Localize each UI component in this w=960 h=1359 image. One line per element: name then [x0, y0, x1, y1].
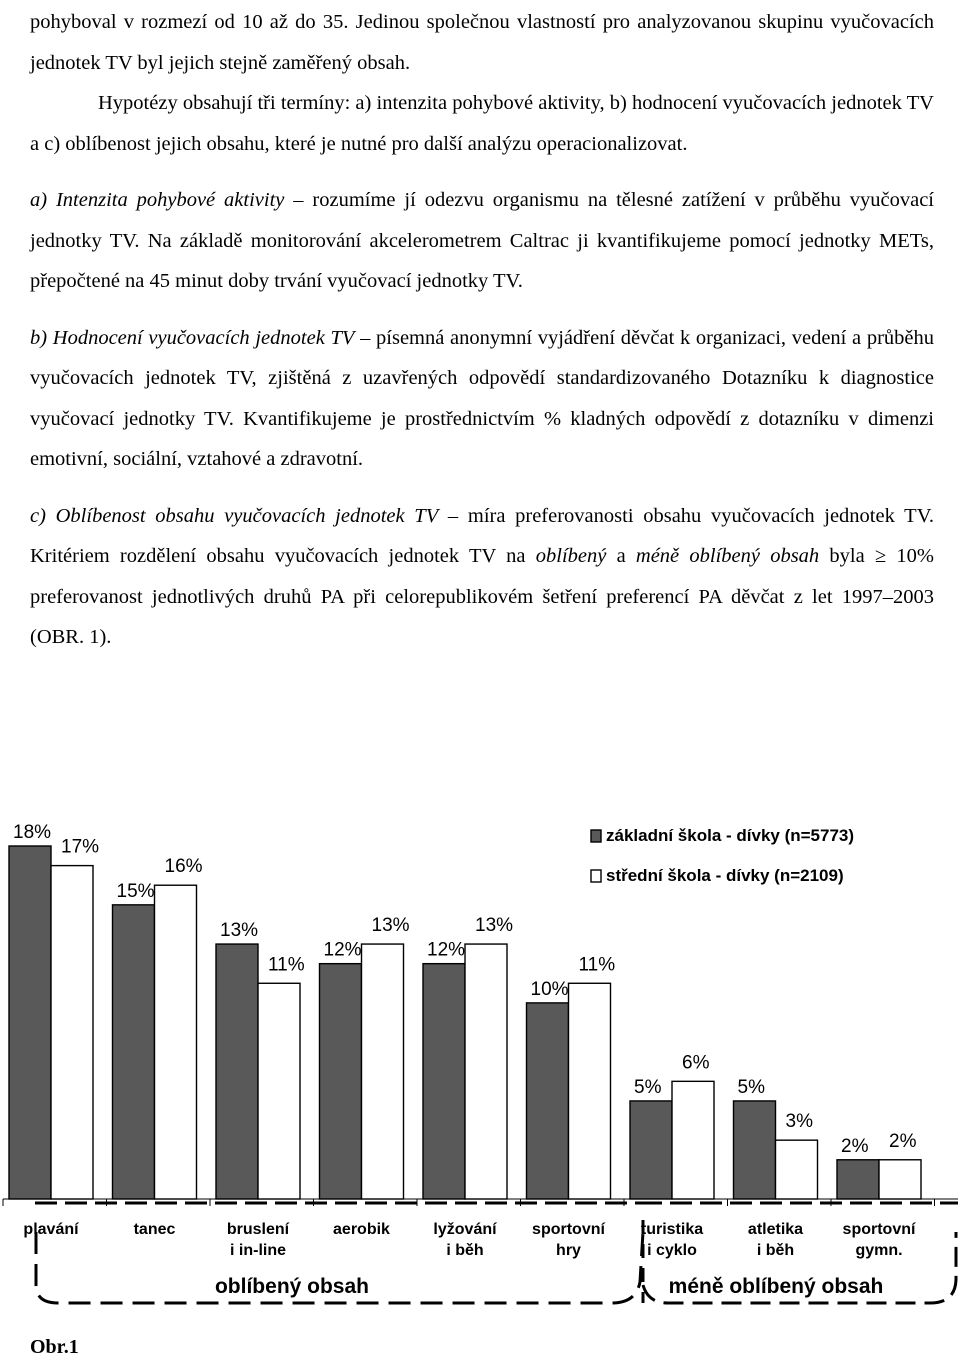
data-label: 11% [578, 954, 616, 976]
italic-term: oblíbený [535, 545, 607, 567]
data-label: 3% [785, 1111, 813, 1133]
bar [9, 846, 51, 1199]
data-label: 15% [116, 880, 155, 902]
tick-label: tanec [133, 1221, 176, 1238]
data-label: 5% [737, 1076, 765, 1098]
bar [527, 1003, 569, 1199]
tick-label: gymn. [855, 1242, 903, 1259]
bar [113, 905, 155, 1199]
data-label: 2% [889, 1130, 917, 1152]
italic-term: a) Intenzita pohybové aktivity [30, 189, 285, 211]
tick-label: i běh [756, 1242, 795, 1259]
data-label: 13% [475, 915, 514, 937]
bar [320, 964, 362, 1199]
bar [423, 964, 465, 1199]
paragraph [30, 180, 934, 302]
tick-label: i cyklo [647, 1242, 697, 1259]
bar [569, 983, 611, 1199]
paragraph [30, 2, 934, 83]
legend-label: základní škola - dívky (n=5773) [606, 826, 855, 845]
bar [216, 944, 258, 1199]
data-label: 11% [268, 954, 305, 976]
data-label: 16% [164, 856, 203, 878]
data-label: 2% [841, 1135, 869, 1157]
bar [734, 1101, 776, 1199]
italic-term: méně oblíbený obsah [635, 545, 820, 567]
data-label: 17% [61, 836, 100, 858]
bar [362, 944, 404, 1199]
bar [837, 1160, 879, 1199]
legend-label: střední škola - dívky (n=2109) [606, 866, 844, 885]
text-run: byla ≥ 10% preferovanost jednotlivých druhů PA při celorepublikovém šetření preferencí PA děvčat z let 1997–2003 (OBR. 1). [30, 545, 934, 648]
tick-label: i běh [446, 1242, 484, 1259]
data-label: 18% [13, 822, 52, 843]
tick-label: hry [556, 1242, 581, 1259]
bar-chart [0, 800, 960, 1320]
body-text [30, 2, 934, 658]
tick-label: aerobik [333, 1221, 390, 1238]
tick-label: atletika [747, 1221, 804, 1238]
data-label: 10% [530, 978, 569, 1000]
bar [776, 1140, 818, 1199]
tick-label: sportovní [842, 1221, 916, 1238]
tick-label: i in-line [230, 1242, 286, 1259]
text-run: pohyboval v rozmezí od 10 až do 35. Jedinou společnou vlastností pro analyzovanou skupinu vyučovacích jednotek TV byl jejich stejně zaměřený obsah. [30, 11, 934, 74]
tick-label: bruslení [226, 1221, 290, 1238]
legend-swatch [591, 830, 601, 842]
bar [630, 1101, 672, 1199]
paragraph [30, 318, 934, 480]
bar [465, 944, 507, 1199]
paragraph [30, 496, 934, 658]
tick-label: turistika [640, 1221, 704, 1238]
italic-term: b) Hodnocení vyučovacích jednotek TV [30, 326, 355, 349]
figure-caption: Obr.1 [30, 1336, 79, 1358]
paragraph [30, 83, 934, 164]
tick-label: plavání [23, 1221, 79, 1238]
bar [672, 1081, 714, 1199]
bar [155, 885, 197, 1199]
data-label: 6% [682, 1052, 710, 1074]
bar [879, 1160, 921, 1199]
bar [258, 983, 300, 1199]
tick-label: lyžování [433, 1221, 497, 1238]
data-label: 13% [371, 915, 410, 937]
data-label: 12% [427, 939, 466, 961]
text-run: – rozumíme jí odezvu organismu na tělesné zatížení v průběhu vyučovací jednotky TV. Na základě monitorování akcelerometrem Caltrac ji kvantifikujeme pomocí jednotky METs, přepočtené na 45 minut doby trvání vyučovací jednotky TV. [30, 189, 934, 292]
data-label: 12% [323, 939, 362, 961]
group-label-favorite: oblíbený obsah [214, 1275, 370, 1298]
bar [51, 866, 93, 1199]
text-run: a [606, 545, 636, 567]
legend-swatch [591, 870, 601, 882]
data-label: 5% [634, 1076, 662, 1098]
text-run: Hypotézy obsahují tři termíny: a) intenzita pohybové aktivity, b) hodnocení vyučovacích jednotek TV a c) oblíbenost jejich obsahu, které je nutné pro další analýzu operacionalizovat. [30, 92, 934, 155]
text-run: – míra preferovanosti obsahu vyučovacích jednotek TV. Kritériem rozdělení obsahu vyučovacích jednotek TV na [30, 504, 934, 567]
data-label: 13% [220, 920, 259, 942]
group-label-less-favorite: méně oblíbený obsah [668, 1275, 884, 1298]
text-run: – písemná anonymní vyjádření děvčat k organizaci, vedení a průběhu vyučovacích jednotek TV, zjištěná z uzavřených odpovědí standardizovaného Dotazníku k diagnostice vyučovací jednotky TV. Kvantifikujeme je prostřednictvím % kladných odpovědí z dotazníku v dimenzi emotivní, sociální, vztahové a zdravotní. [30, 326, 935, 470]
tick-label: sportovní [532, 1221, 605, 1238]
italic-term: c) Oblíbenost obsahu vyučovacích jednotek TV [30, 504, 439, 527]
